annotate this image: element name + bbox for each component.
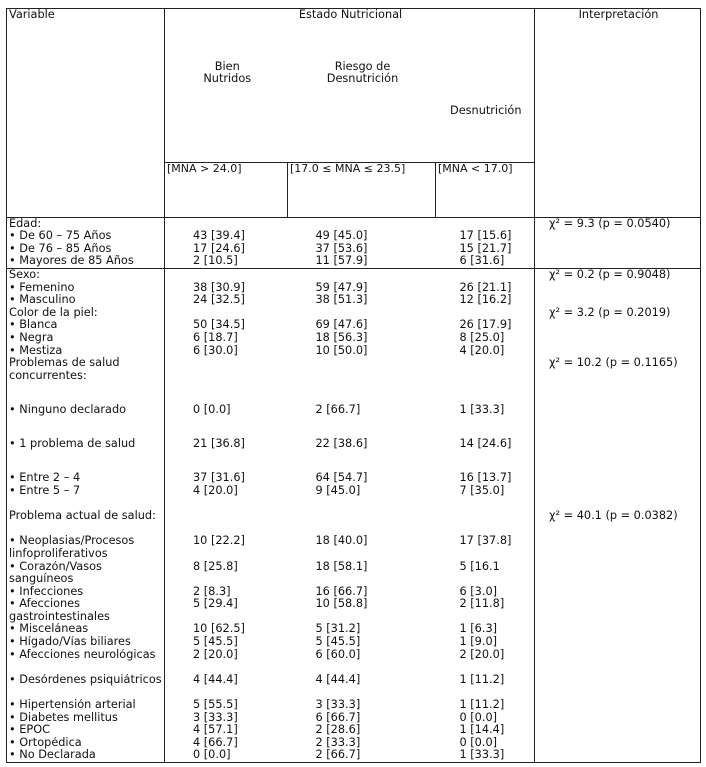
cell-riesgo: 69 [47.6] bbox=[315, 319, 368, 332]
table-row bbox=[7, 485, 701, 510]
table-row bbox=[7, 636, 701, 649]
cell-bien-nutridos: 21 [36.8] bbox=[165, 417, 288, 451]
row-label: • Neoplasias/Procesos linfoproliferativos bbox=[7, 535, 165, 560]
table-row bbox=[7, 699, 701, 712]
table-row bbox=[7, 217, 701, 230]
chi-square-result bbox=[535, 382, 701, 416]
cell-bien-nutridos: 0 [0.0] bbox=[165, 749, 288, 762]
cell-desnutricion: 17 [15.6] bbox=[436, 230, 535, 243]
cell-bien-nutridos: 5 [55.5] bbox=[165, 699, 288, 712]
row-label: • Masculino bbox=[7, 294, 165, 307]
row-label: • Femenino bbox=[7, 282, 165, 295]
cell-bien-nutridos: 6 [18.7] bbox=[165, 332, 288, 345]
row-label: • Diabetes mellitus bbox=[7, 712, 165, 725]
table-row bbox=[7, 357, 701, 382]
chi-square-result bbox=[535, 535, 701, 560]
chi-square-result bbox=[535, 623, 701, 636]
cell-bien-nutridos: 5 [45.5] bbox=[165, 636, 288, 649]
cell-riesgo bbox=[288, 269, 436, 282]
chi-square-result bbox=[535, 724, 701, 737]
table-row bbox=[7, 345, 701, 358]
row-label: • Infecciones bbox=[7, 586, 165, 599]
chi-square-result bbox=[535, 561, 701, 586]
cell-riesgo: 5 [45.5] bbox=[315, 636, 361, 649]
cell-bien-nutridos: 3 [33.3] bbox=[165, 712, 288, 725]
table-row bbox=[7, 623, 701, 636]
header-bien-nutridos: Bien Nutridos bbox=[203, 60, 252, 86]
cell-desnutricion: 12 [16.2] bbox=[436, 294, 535, 307]
cell-bien-nutridos bbox=[165, 307, 288, 320]
row-label: Sexo: bbox=[7, 269, 165, 282]
cell-desnutricion: 8 [25.0] bbox=[436, 332, 535, 345]
table-row bbox=[7, 417, 701, 451]
cell-desnutricion bbox=[436, 357, 535, 382]
cell-desnutricion: 1 [11.2] bbox=[436, 699, 535, 712]
cell-riesgo bbox=[288, 510, 436, 535]
chi-square-result: χ² = 9.3 (p = 0.0540) bbox=[535, 217, 701, 230]
cell-bien-nutridos: 4 [20.0] bbox=[165, 485, 288, 510]
row-label: • De 76 – 85 Años bbox=[7, 243, 165, 256]
cell-desnutricion: 26 [17.9] bbox=[436, 319, 535, 332]
cell-bien-nutridos: 10 [62.5] bbox=[165, 623, 288, 636]
cell-desnutricion: 0 [0.0] bbox=[436, 737, 535, 750]
cell-riesgo: 64 [54.7] bbox=[315, 471, 368, 485]
cell-desnutricion: 0 [0.0] bbox=[436, 712, 535, 725]
chi-square-result bbox=[535, 332, 701, 345]
cell-bien-nutridos: 50 [34.5] bbox=[165, 319, 288, 332]
table-row bbox=[7, 451, 701, 485]
cell-bien-nutridos: 38 [30.9] bbox=[165, 282, 288, 295]
cell-desnutricion: 1 [33.3] bbox=[436, 749, 535, 762]
cell-bien-nutridos bbox=[165, 357, 288, 382]
cell-bien-nutridos: 17 [24.6] bbox=[165, 243, 288, 256]
cell-riesgo: 16 [66.7] bbox=[315, 585, 368, 598]
cell-riesgo: 2 [66.7] bbox=[288, 749, 436, 762]
cell-desnutricion bbox=[436, 510, 535, 535]
row-label: • Corazón/Vasos sanguíneos bbox=[7, 561, 165, 586]
cell-bien-nutridos: 10 [22.2] bbox=[165, 535, 288, 560]
cell-bien-nutridos: 43 [39.4] bbox=[165, 230, 288, 243]
cell-riesgo: 11 [57.9] bbox=[315, 255, 368, 268]
chi-square-result bbox=[535, 294, 701, 307]
cell-riesgo: 18 [58.1] bbox=[315, 560, 368, 573]
row-label: Problema actual de salud: bbox=[7, 510, 165, 535]
cell-bien-nutridos bbox=[165, 269, 288, 282]
table-row bbox=[7, 382, 701, 416]
cell-riesgo: 59 [47.9] bbox=[315, 281, 368, 294]
cell-bien-nutridos: 0 [0.0] bbox=[165, 382, 288, 416]
table-row bbox=[7, 269, 701, 282]
row-label: • 1 problema de salud bbox=[7, 417, 165, 451]
cell-riesgo bbox=[288, 307, 436, 320]
cell-bien-nutridos: 8 [25.8] bbox=[165, 561, 288, 586]
cell-riesgo: 6 [60.0] bbox=[315, 648, 361, 661]
row-label: • Desórdenes psiquiátricos bbox=[7, 674, 165, 699]
row-label: Edad: bbox=[7, 217, 165, 230]
header-interpretacion: Interpretación bbox=[535, 9, 701, 218]
cell-bien-nutridos: 4 [57.1] bbox=[165, 724, 288, 737]
cell-desnutricion bbox=[436, 217, 535, 230]
chi-square-result: χ² = 10.2 (p = 0.1165) bbox=[535, 357, 701, 382]
chi-square-result bbox=[535, 255, 701, 268]
table-row bbox=[7, 282, 701, 295]
row-label: Color de la piel: bbox=[7, 307, 165, 320]
table-row bbox=[7, 586, 701, 599]
row-label: • No Declarada bbox=[7, 749, 165, 762]
chi-square-result bbox=[535, 282, 701, 295]
cell-riesgo: 49 [45.0] bbox=[315, 230, 368, 243]
cell-riesgo: 37 [53.6] bbox=[315, 242, 368, 255]
cell-riesgo: 2 [28.6] bbox=[315, 724, 361, 737]
cell-desnutricion: 1 [9.0] bbox=[436, 636, 535, 649]
cell-desnutricion: 1 [6.3] bbox=[436, 623, 535, 636]
nutrition-table bbox=[6, 8, 701, 763]
cell-riesgo bbox=[288, 217, 436, 230]
row-label: Problemas de salud concurrentes: bbox=[7, 357, 165, 382]
cell-desnutricion bbox=[436, 307, 535, 320]
cell-desnutricion: 5 [16.1 bbox=[436, 561, 535, 586]
cell-bien-nutridos: 24 [32.5] bbox=[165, 294, 288, 307]
chi-square-result bbox=[535, 699, 701, 712]
cell-desnutricion: 2 [11.8] bbox=[436, 598, 535, 623]
row-label: • Misceláneas bbox=[7, 623, 165, 636]
cell-desnutricion: 1 [33.3] bbox=[436, 382, 535, 416]
cell-desnutricion: 1 [14.4] bbox=[436, 724, 535, 737]
row-label: • Hipertensión arterial bbox=[7, 699, 165, 712]
cell-bien-nutridos: 2 [8.3] bbox=[165, 586, 288, 599]
cell-desnutricion bbox=[436, 269, 535, 282]
cell-desnutricion: 1 [11.2] bbox=[436, 674, 535, 699]
table-row bbox=[7, 243, 701, 256]
header-estado-nutricional: Estado Nutricional bbox=[165, 9, 535, 61]
chi-square-result bbox=[535, 243, 701, 256]
cell-riesgo: 2 [33.3] bbox=[315, 736, 361, 749]
row-label: • Entre 5 – 7 bbox=[7, 485, 165, 510]
cell-riesgo: 22 [38.6] bbox=[315, 437, 368, 451]
table-row bbox=[7, 674, 701, 699]
chi-square-result bbox=[535, 749, 701, 762]
table-row bbox=[7, 737, 701, 750]
criterion-bien: [MNA > 24.0] bbox=[165, 163, 288, 217]
cell-bien-nutridos bbox=[165, 217, 288, 230]
table-row bbox=[7, 724, 701, 737]
chi-square-result: χ² = 3.2 (p = 0.2019) bbox=[535, 307, 701, 320]
cell-riesgo bbox=[288, 357, 436, 382]
chi-square-result bbox=[535, 586, 701, 599]
cell-desnutricion: 16 [13.7] bbox=[436, 451, 535, 485]
cell-desnutricion: 6 [3.0] bbox=[436, 586, 535, 599]
chi-square-result bbox=[535, 737, 701, 750]
cell-riesgo: 38 [51.3] bbox=[315, 294, 368, 307]
chi-square-result bbox=[535, 712, 701, 725]
table-row bbox=[7, 598, 701, 623]
row-label: • Afecciones neurológicas bbox=[7, 649, 165, 674]
table-row bbox=[7, 749, 701, 762]
cell-riesgo: 9 [45.0] bbox=[315, 484, 361, 497]
cell-riesgo: 3 [33.3] bbox=[315, 699, 361, 712]
table-row bbox=[7, 230, 701, 243]
cell-bien-nutridos: 6 [30.0] bbox=[165, 345, 288, 358]
table-row bbox=[7, 332, 701, 345]
table-row bbox=[7, 255, 701, 268]
cell-riesgo: 10 [58.8] bbox=[315, 598, 368, 611]
chi-square-result bbox=[535, 319, 701, 332]
cell-bien-nutridos: 4 [44.4] bbox=[165, 674, 288, 699]
row-label: • EPOC bbox=[7, 724, 165, 737]
cell-desnutricion: 4 [20.0] bbox=[436, 345, 535, 358]
row-label: • Afecciones gastrointestinales bbox=[7, 598, 165, 623]
chi-square-result bbox=[535, 598, 701, 623]
criterion-riesgo: [17.0 ≤ MNA ≤ 23.5] bbox=[288, 163, 436, 217]
cell-desnutricion: 2 [20.0] bbox=[436, 649, 535, 674]
cell-bien-nutridos: 2 [10.5] bbox=[165, 255, 288, 268]
chi-square-result bbox=[535, 674, 701, 699]
row-label: • Ninguno declarado bbox=[7, 382, 165, 416]
table-row bbox=[7, 307, 701, 320]
cell-desnutricion: 26 [21.1] bbox=[436, 282, 535, 295]
cell-riesgo: 10 [50.0] bbox=[315, 344, 368, 357]
cell-desnutricion: 15 [21.7] bbox=[436, 243, 535, 256]
table-row bbox=[7, 319, 701, 332]
row-label: • De 60 – 75 Años bbox=[7, 230, 165, 243]
row-label: • Blanca bbox=[7, 319, 165, 332]
cell-desnutricion: 17 [37.8] bbox=[436, 535, 535, 560]
chi-square-result bbox=[535, 230, 701, 243]
cell-desnutricion: 6 [31.6] bbox=[436, 255, 535, 268]
header-variable: Variable bbox=[7, 9, 165, 218]
cell-riesgo: 6 [66.7] bbox=[315, 711, 361, 724]
chi-square-result bbox=[535, 485, 701, 510]
row-label: • Negra bbox=[7, 332, 165, 345]
cell-riesgo: 5 [31.2] bbox=[315, 623, 361, 636]
chi-square-result bbox=[535, 417, 701, 451]
chi-square-result bbox=[535, 649, 701, 674]
table-row bbox=[7, 535, 701, 560]
table-row bbox=[7, 510, 701, 535]
chi-square-result bbox=[535, 345, 701, 358]
cell-bien-nutridos: 4 [66.7] bbox=[165, 737, 288, 750]
row-label: • Ortopédica bbox=[7, 737, 165, 750]
cell-bien-nutridos: 2 [20.0] bbox=[165, 649, 288, 674]
cell-riesgo: 18 [40.0] bbox=[315, 535, 368, 548]
chi-square-result: χ² = 40.1 (p = 0.0382) bbox=[535, 510, 701, 535]
table-row bbox=[7, 561, 701, 586]
table-row bbox=[7, 649, 701, 674]
table-row bbox=[7, 294, 701, 307]
cell-desnutricion: 14 [24.6] bbox=[436, 417, 535, 451]
chi-square-result bbox=[535, 636, 701, 649]
row-label: • Entre 2 – 4 bbox=[7, 451, 165, 485]
row-label: • Mayores de 85 Años bbox=[7, 255, 165, 268]
cell-desnutricion: 7 [35.0] bbox=[436, 485, 535, 510]
header-riesgo: Riesgo de Desnutrición bbox=[326, 60, 399, 86]
row-label: • Mestiza bbox=[7, 345, 165, 358]
table-row bbox=[7, 712, 701, 725]
chi-square-result bbox=[535, 451, 701, 485]
cell-riesgo: 18 [56.3] bbox=[315, 332, 368, 344]
cell-bien-nutridos: 5 [29.4] bbox=[165, 598, 288, 623]
row-label: • Hígado/Vías biliares bbox=[7, 636, 165, 649]
cell-riesgo: 2 [66.7] bbox=[315, 402, 361, 416]
cell-bien-nutridos: 37 [31.6] bbox=[165, 451, 288, 485]
chi-square-result: χ² = 0.2 (p = 0.9048) bbox=[535, 269, 701, 282]
criterion-desnutricion: [MNA < 17.0] bbox=[436, 163, 535, 217]
cell-riesgo: 4 [44.4] bbox=[315, 673, 361, 686]
cell-bien-nutridos bbox=[165, 510, 288, 535]
header-desnutricion: Desnutrición bbox=[436, 61, 535, 163]
